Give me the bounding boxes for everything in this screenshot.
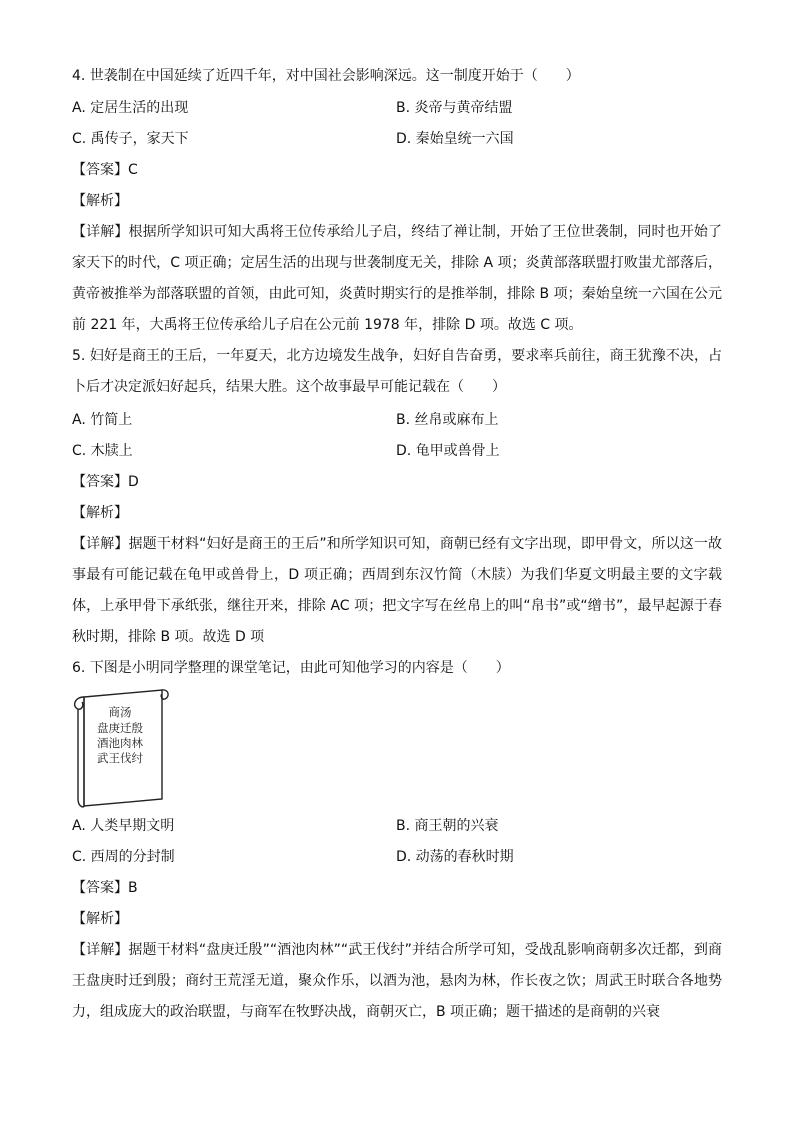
- question-6-option-a: A. 人类早期文明: [72, 818, 175, 834]
- question-5-analysis-label: 【解析】: [72, 505, 128, 521]
- question-6-option-d: D. 动荡的春秋时期: [396, 849, 514, 865]
- question-5-option-d: D. 龟甲或兽骨上: [396, 443, 500, 459]
- question-6-answer: 【答案】B: [72, 880, 138, 896]
- question-5-answer: 【答案】D: [72, 474, 139, 490]
- question-6-analysis-label: 【解析】: [72, 911, 128, 927]
- question-4-analysis-label: 【解析】: [72, 193, 128, 209]
- question-4-detail: 【详解】根据所学知识可知大禹将王位传承给儿子启，终结了禅让制，开始了王位世袭制，同时也开始了家天下的时代，C 项正确；定居生活的出现与世袭制度无关，排除 A 项；炎黄部落联盟打败蚩尤部落后，黄帝被推举为部落联盟的首领，由此可知，炎黄时期实行的是推举制，排除 B 项；秦始皇统一六国在公元前 221 年，大禹将王位传承给儿子启在公元前 1978 年，排除 D 项。故选 C 项。: [72, 224, 722, 333]
- question-6-option-b: B. 商王朝的兴衰: [396, 818, 499, 834]
- question-6-detail: 【详解】据题干材料“盘庚迁殷”“酒池肉林”“武王伐纣”并结合所学可知，受战乱影响商朝多次迁都，到商王盘庚时迁到殷；商纣王荒淫无道，聚众作乐，以酒为池，悬肉为林，作长夜之饮；周武王时联合各地势力，组成庞大的政治联盟，与商军在牧野决战，商朝灭亡，B 项正确；题干描述的是商朝的兴衰: [72, 942, 722, 1020]
- scroll-title: 商汤: [108, 705, 132, 719]
- question-4-stem: 4. 世袭制在中国延续了近四千年，对中国社会影响深远。这一制度开始于（ ）: [72, 68, 580, 84]
- question-4-answer: 【答案】C: [72, 162, 138, 178]
- notes-scroll-figure: [70, 687, 170, 809]
- question-5-option-a: A. 竹简上: [72, 412, 133, 428]
- question-4-option-c: C. 禹传子，家天下: [72, 131, 189, 147]
- question-6-stem: 6. 下图是小明同学整理的课堂笔记，由此可知他学习的内容是（ ）: [72, 660, 510, 676]
- scroll-line: 盘庚迁殷: [97, 721, 143, 735]
- question-5-option-b: B. 丝帛或麻布上: [396, 412, 499, 428]
- scroll-line: 酒池肉林: [97, 736, 143, 750]
- question-5-stem: 5. 妇好是商王的王后，一年夏天，北方边境发生战争，妇好自告奋勇，要求率兵前往，商王犹豫不决，占卜后才决定派妇好起兵，结果大胜。这个故事最早可能记载在（ ）: [72, 348, 722, 395]
- question-4-option-a: A. 定居生活的出现: [72, 100, 189, 116]
- question-5-detail: 【详解】据题干材料“妇好是商王的王后”和所学知识可知，商朝已经有文字出现，即甲骨文，所以这一故事最有可能记载在龟甲或兽骨上，D 项正确；西周到东汉竹简（木牍）为我们华夏文明最主要的文字载体，上承甲骨下承纸张，继往开来，排除 AC 项；把文字写在丝帛上的叫“帛书”或“缯书”，最早起源于春秋时期，排除 B 项。故选 D 项: [72, 536, 722, 645]
- question-4-option-b: B. 炎帝与黄帝结盟: [396, 100, 513, 116]
- question-6-option-c: C. 西周的分封制: [72, 849, 175, 865]
- question-5-option-c: C. 木牍上: [72, 443, 133, 459]
- question-4-option-d: D. 秦始皇统一六国: [396, 131, 514, 147]
- scroll-line: 武王伐纣: [97, 751, 143, 765]
